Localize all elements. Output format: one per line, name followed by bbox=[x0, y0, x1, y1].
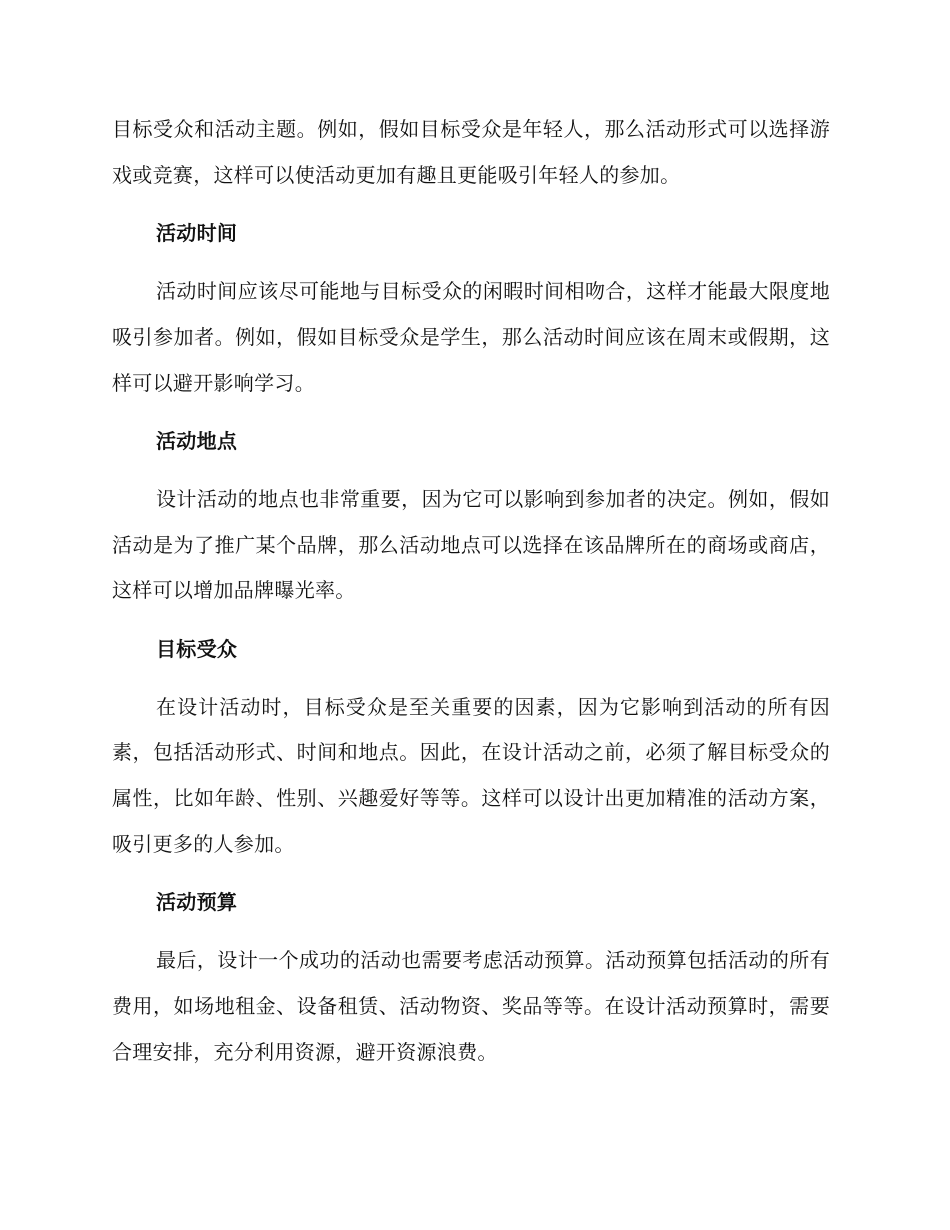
paragraph-activity-time: 活动时间应该尽可能地与目标受众的闲暇时间相吻合，这样才能最大限度地吸引参加者。例如，假如目标受众是学生，那么活动时间应该在周末或假期，这样可以避开影响学习。 bbox=[112, 279, 830, 395]
spacer bbox=[112, 257, 830, 270]
spacer bbox=[112, 464, 830, 477]
paragraph-target-audience: 在设计活动时，目标受众是至关重要的因素，因为它影响到活动的所有因素，包括活动形式、时间和地点。因此，在设计活动之前，必须了解目标受众的属性，比如年龄、性别、兴趣爱好等等。这样可以设计出更加精准的活动方案，吸引更多的人参加。 bbox=[112, 694, 830, 856]
heading-target-audience: 目标受众 bbox=[156, 636, 238, 661]
spacer bbox=[112, 614, 830, 627]
heading-activity-budget: 活动预算 bbox=[156, 890, 238, 915]
heading-activity-time: 活动时间 bbox=[156, 220, 238, 245]
heading-activity-location: 活动地点 bbox=[156, 428, 238, 453]
spacer bbox=[112, 406, 830, 419]
spacer bbox=[112, 198, 830, 211]
paragraph-activity-budget: 最后，设计一个成功的活动也需要考虑活动预算。活动预算包括活动的所有费用，如场地租金、设备租赁、活动物资、奖品等等。在设计活动预算时，需要合理安排，充分利用资源，避开资源浪费。 bbox=[112, 948, 830, 1064]
paragraph-intro-continued: 目标受众和活动主题。例如，假如目标受众是年轻人，那么活动形式可以选择游戏或竞赛，这样可以使活动更加有趣且更能吸引年轻人的参加。 bbox=[112, 117, 830, 187]
paragraph-activity-location: 设计活动的地点也非常重要，因为它可以影响到参加者的决定。例如，假如活动是为了推广某个品牌，那么活动地点可以选择在该品牌所在的商场或商店，这样可以增加品牌曝光率。 bbox=[112, 486, 830, 603]
document-page bbox=[112, 107, 830, 1075]
spacer bbox=[112, 672, 830, 685]
spacer bbox=[112, 868, 830, 881]
spacer bbox=[112, 926, 830, 939]
